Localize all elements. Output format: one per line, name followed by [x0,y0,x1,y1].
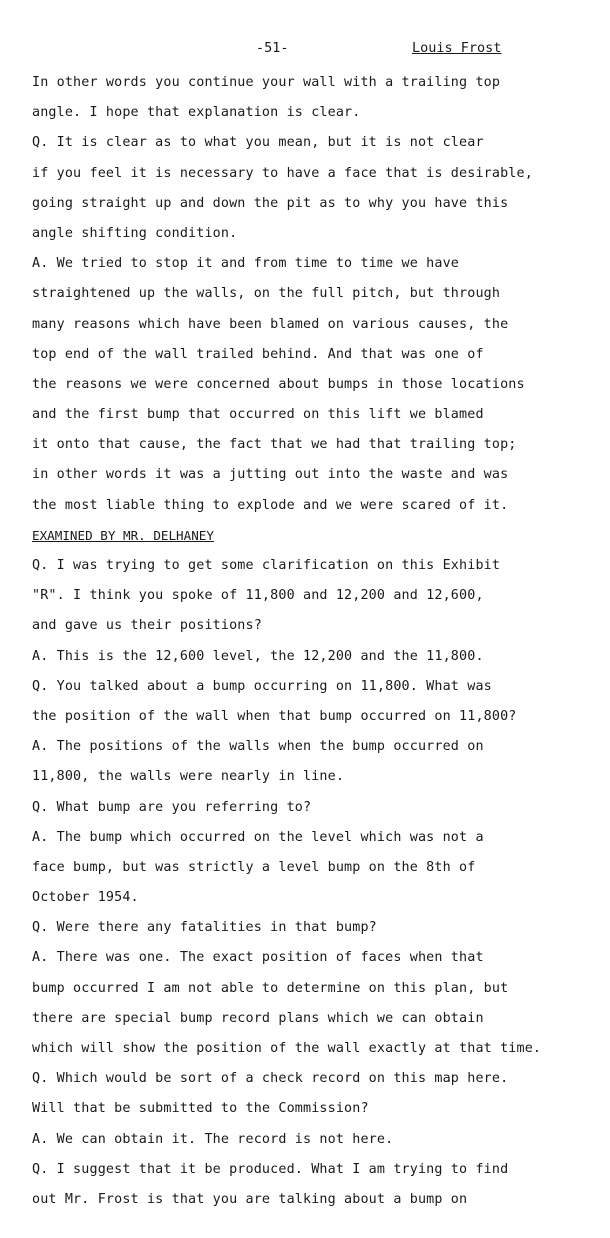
transcript-line: Q. It is clear as to what you mean, but it is not clear [32,135,484,151]
transcript-line: "R". I think you spoke of 11,800 and 12,200 and 12,600, [32,588,484,604]
transcript-line: October 1954. [32,890,139,906]
transcript-line: A. The bump which occurred on the level which was not a [32,829,484,845]
transcript-line: In other words you continue your wall with a trailing top [32,75,501,90]
transcript-line: angle shifting condition. [32,225,238,241]
transcript-line: Q. Were there any fatalities in that bump? [32,920,377,936]
transcript-line: Q. You talked about a bump occurring on 11,800. What was [32,678,492,694]
transcript-line: out Mr. Frost is that you are talking about a bump on [32,1191,468,1207]
transcript-line: A. There was one. The exact position of faces when that [32,950,484,966]
transcript-line: Q. I suggest that it be produced. What I am trying to find [32,1161,509,1177]
transcript-line: many reasons which have been blamed on various causes, the [32,316,509,332]
transcript-line: 11,800, the walls were nearly in line. [32,769,345,785]
transcript-line: in other words it was a jutting out into the waste and was [32,467,509,483]
page-header [0,40,610,62]
witness-name: Louis Frost [412,40,502,56]
transcript-line: Will that be submitted to the Commission? [32,1101,369,1117]
transcript-line: A. The positions of the walls when the bump occurred on [32,739,484,755]
transcript-line: Q. Which would be sort of a check record on this map here. [32,1071,509,1087]
transcript-line: it onto that cause, the fact that we had that trailing top; [32,437,517,453]
transcript-line: if you feel it is necessary to have a face that is desirable, [32,165,533,181]
transcript-line: and the first bump that occurred on this lift we blamed [32,407,484,423]
transcript-line: top end of the wall trailed behind. And that was one of [32,346,484,362]
transcript-line: face bump, but was strictly a level bump on the 8th of [32,859,476,875]
transcript-line: the most liable thing to explode and we were scared of it. [32,497,509,513]
transcript-line: the position of the wall when that bump occurred on 11,800? [32,708,517,724]
transcript-line: and gave us their positions? [32,618,262,634]
transcript-line: going straight up and down the pit as to why you have this [32,195,509,211]
section-heading: EXAMINED BY MR. DELHANEY [32,527,214,543]
transcript-line: A. This is the 12,600 level, the 12,200 and the 11,800. [32,648,484,664]
transcript-line: Q. What bump are you referring to? [32,799,312,815]
transcript-line: A. We tried to stop it and from time to time we have [32,256,460,272]
transcript-line: straightened up the walls, on the full pitch, but through [32,286,501,302]
transcript-line: the reasons we were concerned about bumps in those locations [32,376,525,392]
transcript-line: A. We can obtain it. The record is not here. [32,1131,394,1147]
transcript-line: bump occurred I am not able to determine on this plan, but [32,980,509,996]
page-number: -51- [256,40,289,56]
transcript-line: which will show the position of the wall exactly at that time. [32,1041,542,1056]
transcript-line: angle. I hope that explanation is clear. [32,105,361,121]
transcript-line: Q. I was trying to get some clarification on this Exhibit [32,558,501,573]
transcript-body [32,68,606,1215]
transcript-line: there are special bump record plans which we can obtain [32,1010,484,1026]
